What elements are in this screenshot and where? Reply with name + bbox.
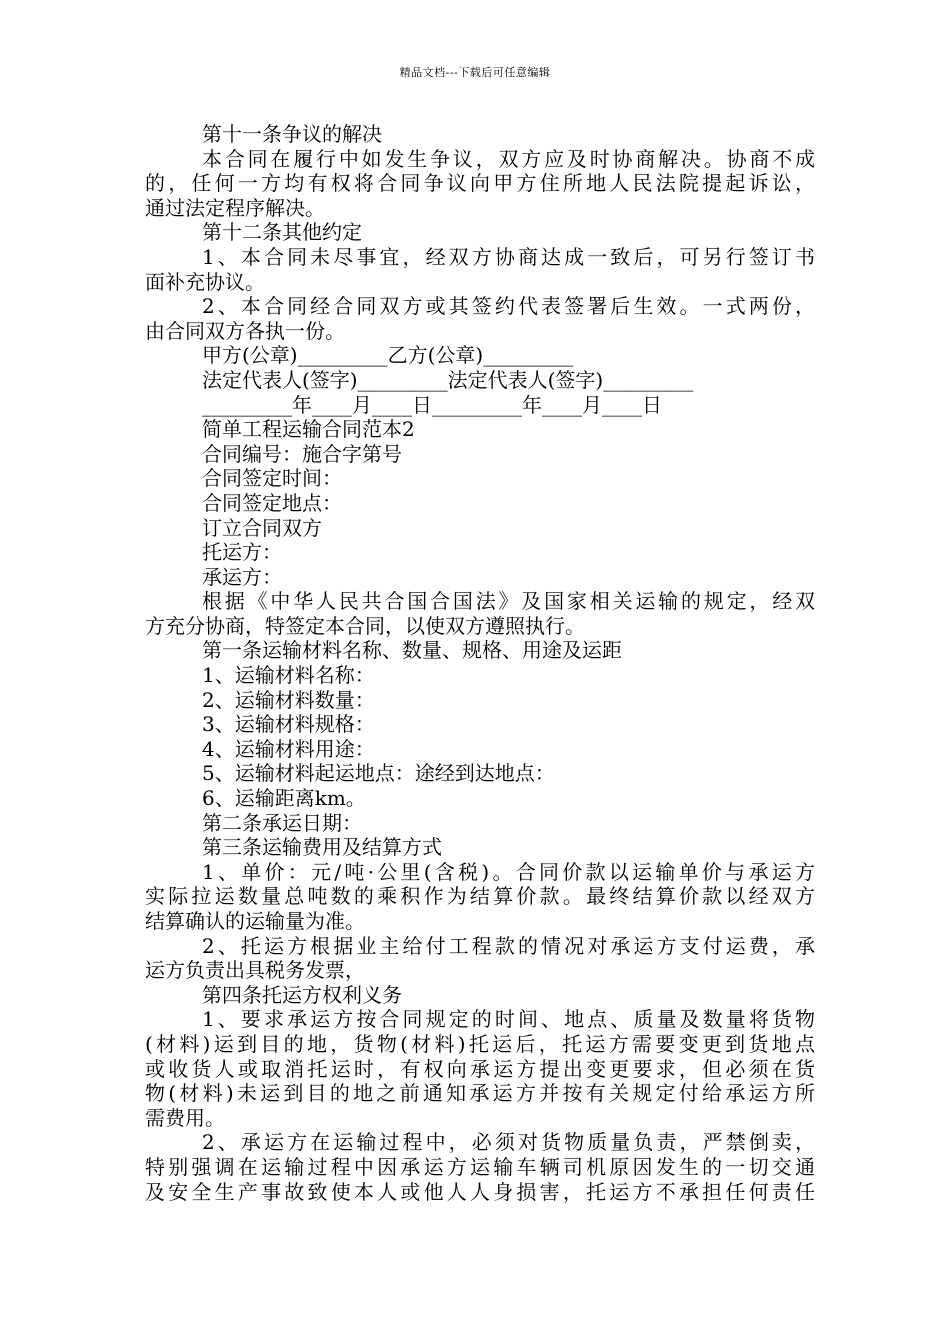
- text-line: 面补充协议。: [145, 269, 265, 294]
- text-line: _________年____月____日_________年____月____日: [202, 392, 662, 417]
- text-line: 由合同双方各执一份。: [145, 318, 345, 343]
- text-line: 5、运输材料起运地点：途经到达地点：: [202, 761, 555, 786]
- text-line: 简单工程运输合同范本2: [202, 417, 415, 442]
- text-line: 甲方(公章)_________乙方(公章)_________: [202, 343, 574, 368]
- text-line: 6、运输距离km。: [202, 786, 366, 811]
- text-line: 第三条运输费用及结算方式: [202, 835, 442, 860]
- text-line: 特别强调在运输过程中因承运方运输车辆司机原因发生的一切交通: [145, 1154, 815, 1179]
- text-line: (材料)运到目的地，货物(材料)托运后，托运方需要变更到货地点: [145, 1031, 815, 1056]
- text-line: 2、运输材料数量：: [202, 687, 375, 712]
- text-line: 2、本合同经合同双方或其签约代表签署后生效。一式两份，: [202, 294, 815, 319]
- text-line: 托运方：: [202, 540, 282, 565]
- text-line: 通过法定程序解决。: [145, 195, 325, 220]
- document-body: [145, 122, 815, 1204]
- text-line: 第一条运输材料名称、数量、规格、用途及运距: [202, 638, 622, 663]
- text-line: 第十一条争议的解决: [202, 122, 382, 146]
- text-line: 法定代表人(签字)_________法定代表人(签字)_________: [202, 367, 694, 392]
- text-line: 2、托运方根据业主给付工程款的情况对承运方支付运费，承: [202, 933, 815, 958]
- text-line: 合同签定地点：: [202, 490, 342, 515]
- text-line: 第四条托运方权利义务: [202, 982, 402, 1007]
- text-line: 本合同在履行中如发生争议，双方应及时协商解决。协商不成: [202, 146, 815, 171]
- text-line: 承运方：: [202, 564, 282, 589]
- text-line: 合同编号：施合字第号: [202, 441, 402, 466]
- text-line: 物(材料)未运到目的地之前通知承运方并按有关规定付给承运方所: [145, 1081, 815, 1106]
- text-line: 合同签定时间：: [202, 466, 342, 491]
- text-line: 第十二条其他约定: [202, 220, 362, 245]
- text-line: 订立合同双方: [202, 515, 322, 540]
- text-line: 的，任何一方均有权将合同争议向甲方住所地人民法院提起诉讼，: [145, 171, 815, 196]
- text-line: 实际拉运数量总吨数的乘积作为结算价款。最终结算价款以经双方: [145, 884, 815, 909]
- text-line: 第二条承运日期：: [202, 810, 362, 835]
- text-line: 1、单价：元/吨·公里(含税)。合同价款以运输单价与承运方: [202, 859, 815, 884]
- text-line: 根据《中华人民共合国合国法》及国家相关运输的规定，经双: [202, 589, 815, 614]
- page-header: 精品文档---下载后可任意编辑: [399, 66, 551, 79]
- text-line: 及安全生产事故致使本人或他人人身损害，托运方不承担任何责任: [145, 1179, 815, 1204]
- text-line: 4、运输材料用途：: [202, 736, 375, 761]
- text-line: 1、本合同未尽事宜，经双方协商达成一致后，可另行签订书: [202, 244, 815, 269]
- text-line: 运方负责出具税务发票，: [145, 958, 365, 983]
- text-line: 或收货人或取消托运时，有权向承运方提出变更要求，但必须在货: [145, 1056, 815, 1081]
- text-line: 需费用。: [145, 1105, 225, 1130]
- text-line: 2、承运方在运输过程中，必须对货物质量负责，严禁倒卖，: [202, 1130, 815, 1155]
- text-line: 1、运输材料名称：: [202, 663, 375, 688]
- text-line: 方充分协商，特签定本合同，以使双方遵照执行。: [145, 613, 585, 638]
- text-line: 结算确认的运输量为准。: [145, 909, 365, 933]
- text-line: 1、要求承运方按合同规定的时间、地点、质量及数量将货物: [202, 1007, 815, 1032]
- text-line: 3、运输材料规格：: [202, 712, 375, 737]
